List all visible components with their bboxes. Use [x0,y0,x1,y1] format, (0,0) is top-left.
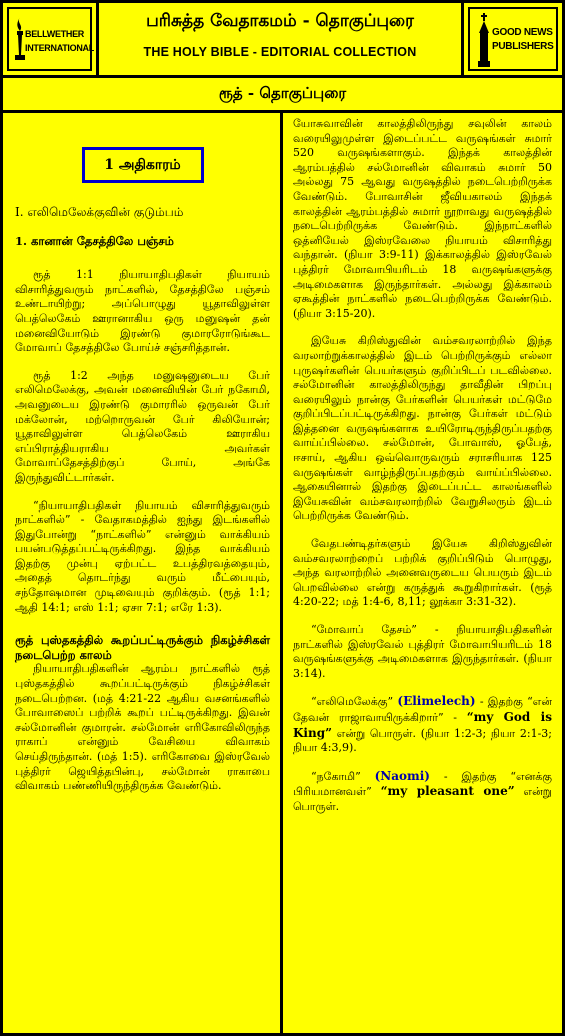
left-column-text [15,113,270,807]
paragraph-elimelech [293,694,552,755]
title-box [99,3,461,75]
heading-family: I. எலிமெலேக்குவின் குடும்பம் [15,205,184,219]
right-column-text [293,117,552,828]
left-column [3,113,280,1033]
heading-famine: 1. கானான் தேசத்திலே பஞ்சம் [15,233,174,248]
naomi-english: (Naomi) [374,768,430,783]
chapter-box: 1 அதிகாரம் [82,147,204,183]
logo-left-line2: INTERNATIONAL [25,43,94,53]
elimelech-meaning: - இதற்கு “என் தேவன் ராஜாவாயிருக்கிறார்” - [293,695,552,724]
paragraph-early-judges: நியாயாதிபதிகளின் ஆரம்ப நாட்களில் ரூத் புஸ்தகத்தில் கூறப்பட்டிருக்கும் நிகழ்ச்சிகள் நடைபெற்றன. (மத் 4:21-22 ஆகிய வசனங்களில் போவாஸைப் பற்றிக் கூறப் பட்டிருக்கிறது. இவன் சல்மோனின் குமாரன். சல்மோன் எரிகோவிலிருந்த ராகாப் என்னும் வேசியை விவாகம் செய்திருந்தான். (மத் 1:5). எரிகோவை இஸ்ரவேல் புத்திரர் ஜெயித்தபின்பு, சல்மோன் ராகாபை விவாகம் பண்ணியிருந்திருக்க வேண்டும். [15,662,270,793]
paragraph-naomi [293,769,552,815]
elimelech-refs: என்று பொருள். (நியா 1:2-3; நியா 2:1-3; நியா 4:3,9). [293,726,552,755]
elimelech-english: (Elimelech) [397,694,476,709]
church-icon [476,13,492,69]
good-news-logo [464,3,562,75]
section-title: ரூத் - தொகுப்புரை [218,84,347,102]
title-english: THE HOLY BIBLE - EDITORIAL COLLECTION [143,45,417,59]
naomi-english-meaning: “my pleasant one” [380,784,515,799]
logo-right-line1: GOOD NEWS [492,27,553,38]
naomi-end: என்று பொருள். [293,785,552,813]
heading-time-period: ரூத் புஸ்தகத்தில் கூறப்பட்டிருக்கும் நிகழ்ச்சிகள் நடைபெற்ற காலம் [15,633,270,662]
logo-right-line2: PUBLISHERS [492,41,554,52]
naomi-tamil: “நகோமி” [311,769,361,783]
section-bar [3,78,562,110]
logo-left-line1: BELLWETHER [25,29,84,39]
elimelech-tamil: “எலிமெலேக்கு” [311,695,394,709]
elimelech-english-meaning: “my God is King” [293,709,552,740]
paragraph-ruth-1-2: ரூத் 1:2 அந்த மனுஷனுடைய பேர் எலிமெலேக்கு, அவன் மனைவியின் பேர் நகோமி, அவனுடைய இரண்டு குமாரரில் ஒருவன் பேர் மக்லோன், மற்றொருவன் பேர் கிலியோன்; யூதாவிலுள்ள பெத்லெகேம் ஊராகிய எப்பிராத்தியராகிய அவர்கள் மோவாப்தேசத்திற்குப் போய், அங்கே இருந்துவிட்டார்கள். [15,368,270,484]
paragraph-moab: “மோவாப் தேசம்” - நியாயாதிபதிகளின் நாட்களில் இஸ்ரவேல் புத்திரர் மோவாபியரிடம் 18 வருஷங்களுக்கு அடிமைகளாக இருந்தார்கள். (நியா 3:14). [293,623,552,680]
paragraph-scholars: வேதபண்டிதர்களும் இயேசு கிறிஸ்துவின் வம்சவரலாற்றைப் பற்றிக் குறிப்பிடும் பொழுது, அந்த வரலாற்றில் அனைவருடைய பெயரும் இடம் பெறவில்லை என்று கருத்துக் கூறுகிறார்கள். (ரூத் 4:20-22; மத் 1:4-6, 8,11; லூக்கா 3:31-32). [293,537,552,609]
title-tamil: பரிசுத்த வேதாகமம் - தொகுப்புரை [146,11,414,31]
right-column [283,113,562,1033]
naomi-meaning: - இதற்கு “எனக்கு பிரியமானவள்” [293,769,553,799]
paragraph-years: யோசுவாவின் காலத்திலிருந்து சவுலின் காலம் வரையிலுமுள்ள இடைப்பட்ட வருஷங்கள் சுமார் 520 வருஷங்களாகும். இந்தக் காலத்தின் ஆரம்பத்தில் சல்மோனின் விவாகம் சுமார் 50 அல்லது 75 ஆவது வருஷத்தில் நடைபெற்றிருக்க வேண்டும். போவாசின் ஜீவியகாலம் இந்தக் காலத்தின் ஆரம்பத்தில் சுமார் நூறாவது வருஷத்தில் நடைபெற்றிருக்க வேண்டும். இந்நாட்களில் ஒத்னியேல் இஸ்ரவேலை நியாயம் விசாரித்து வந்தான். (நியா 3:9-11) இக்காலத்தில் இஸ்ரவேல் புத்திரர் மோவாபியரிடம் 18 வருஷங்களுக்கு அடிமைகளாக இருந்தார்கள். அல்லது இக்காலம் ஏகூத்தின் நாட்களில் நடைபெற்றிருக்க வேண்டும். (நியா 3:15-20). [293,117,552,320]
paragraph-ruth-1-1: ரூத் 1:1 நியாயாதிபதிகள் நியாயம் விசாரித்துவரும் நாட்களில், தேசத்திலே பஞ்சம் உண்டாயிற்று; அப்பொழுது யூதாவிலுள்ள பெத்லெகேம் ஊரானாகிய ஒரு மனுஷன் தன் மனைவியோடும் இரண்டு குமாரரோடுங்கூட மோவாப் தேசத்திலே போய்ச் சஞ்சரித்தான். [15,268,270,355]
paragraph-judges-days: “நியாயாதிபதிகள் நியாயம் விசாரித்துவரும் நாட்களில்” - வேதாகமத்தில் ஐந்து இடங்களில் இதுபோன்று “நாட்களில்” என்னும் வாக்கியம் பயன்படுத்தப்பட்டிருக்கிறது. இந்த வாக்கியம் இதற்கு முன்பு ஏற்பட்ட உபத்திரவத்தையும், அதைத் தொடர்ந்து வரும் மீட்பையும், சந்தோஷமான முடிவையும் குறிக்கும். (ரூத் 1:1; ஆதி 14:1; எஸ் 1:1; ஏசா 7:1; எரே 1:3). [15,498,270,614]
paragraph-genealogy: இயேசு கிறிஸ்துவின் வம்சவரலாற்றில் இந்த வரலாற்றுக்காலத்தில் இடம் பெற்றிருக்கும் எல்லா புருஷர்களின் பெயர்களும் குறிப்பிடப் படவில்லை. சல்மோனின் காலத்திலிருந்து தாவீதின் பிறப்பு வரையிலும் நான்கு பேர்களின் பெயர்கள் மட்டுமே குறிப்பிடப்பட்டிருக்கிறது. நான்கு பேர்கள் மட்டும் இத்தனை வருஷங்களாக உயிரோடிருந்திருப்பதற்கு வாய்ப்பில்லை. சல்மோன், போவாஸ், ஓபேத், ஈசாய், ஆகிய ஒவ்வொருவரும் சராசரியாக 125 வருஷங்கள் வாழ்ந்திருப்பதற்கும் வாய்ப்பில்லை. ஆகையினால் இதற்கு இடைப்பட்ட காலங்களில் இயேசுவின் வம்சவரலாற்றில் வேறுசிலரும் இடம் பெற்றிருக்க வேண்டும். [293,334,552,523]
bellwether-logo [3,3,96,75]
